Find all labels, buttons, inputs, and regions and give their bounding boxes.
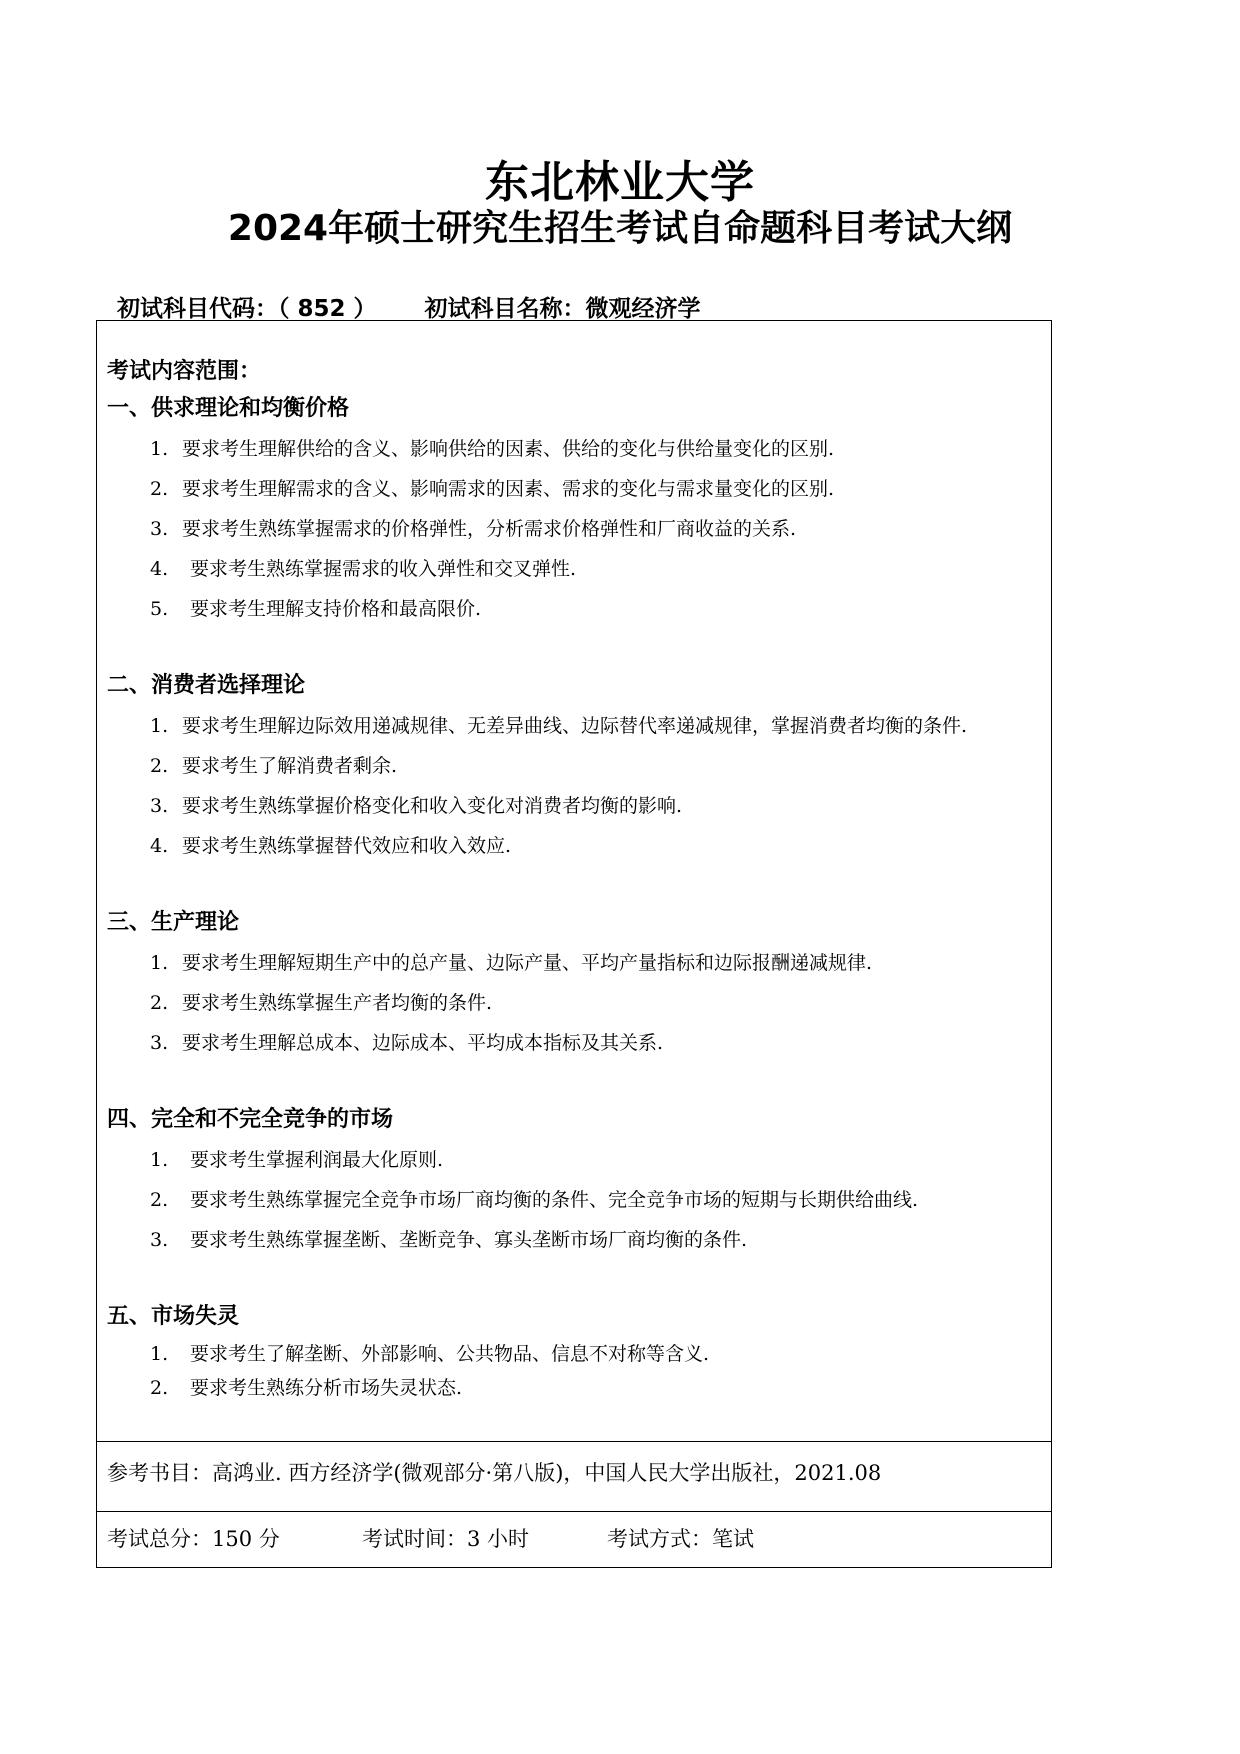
item-text: 要求考生理解边际效用递减规律、无差异曲线、边际替代率递减规律，掌握消费者均衡的条件. xyxy=(182,715,968,737)
reference-books: 参考书目：高鸿业. 西方经济学(微观部分·第八版)，中国人民大学出版社，2021.08 xyxy=(107,1461,882,1485)
item-text: 要求考生理解需求的含义、影响需求的因素、需求的变化与需求量变化的区别. xyxy=(182,478,835,500)
list-item xyxy=(107,1023,1041,1063)
exam-duration: 考试时间：3 小时 xyxy=(362,1527,530,1551)
item-text: 要求考生熟练掌握完全竞争市场厂商均衡的条件、完全竞争市场的短期与长期供给曲线. xyxy=(190,1189,919,1211)
item-number: 1. xyxy=(150,715,169,737)
section-supply-demand xyxy=(107,389,1041,629)
row-divider xyxy=(97,1441,1051,1442)
item-number: 4. xyxy=(150,835,169,857)
section-consumer-choice xyxy=(107,666,1041,866)
list-item xyxy=(107,1180,1041,1220)
item-number: 2. xyxy=(150,992,169,1014)
list-item xyxy=(107,589,1041,629)
item-text: 要求考生熟练掌握需求的价格弹性，分析需求价格弹性和厂商收益的关系. xyxy=(182,518,797,540)
item-number: 1. xyxy=(150,1343,169,1365)
section-title: 二、消费者选择理论 xyxy=(107,673,306,698)
item-number: 3. xyxy=(150,1229,169,1251)
document-subtitle: 2024年硕士研究生招生考试自命题科目考试大纲 xyxy=(227,208,1013,249)
item-number: 5. xyxy=(150,598,169,620)
subject-line xyxy=(117,290,701,323)
university-title: 东北林业大学 xyxy=(485,157,755,208)
item-text: 要求考生熟练分析市场失灵状态. xyxy=(190,1377,463,1399)
item-text: 要求考生熟练掌握需求的收入弹性和交叉弹性. xyxy=(190,558,577,580)
item-number: 2. xyxy=(150,1189,169,1211)
list-item xyxy=(107,706,1041,746)
item-number: 3. xyxy=(150,518,169,540)
list-item xyxy=(107,1371,1041,1405)
list-item xyxy=(107,509,1041,549)
syllabus-table xyxy=(96,320,1052,1568)
item-number: 2. xyxy=(150,1377,169,1399)
item-text: 要求考生熟练掌握垄断、垄断竞争、寡头垄断市场厂商均衡的条件. xyxy=(190,1229,748,1251)
section-title: 四、完全和不完全竞争的市场 xyxy=(107,1107,394,1132)
exam-method: 考试方式：笔试 xyxy=(607,1527,754,1551)
item-text: 要求考生熟练掌握生产者均衡的条件. xyxy=(182,992,493,1014)
item-number: 2. xyxy=(150,755,169,777)
list-item xyxy=(107,983,1041,1023)
list-item xyxy=(107,1220,1041,1260)
item-number: 4. xyxy=(150,558,169,580)
section-market-failure xyxy=(107,1297,1041,1405)
list-item xyxy=(107,826,1041,866)
item-text: 要求考生了解消费者剩余. xyxy=(182,755,398,777)
list-item xyxy=(107,943,1041,983)
item-text: 要求考生掌握利润最大化原则. xyxy=(190,1149,444,1171)
item-text: 要求考生理解供给的含义、影响供给的因素、供给的变化与供给量变化的区别. xyxy=(182,438,835,460)
item-number: 3. xyxy=(150,1032,169,1054)
list-item xyxy=(107,1140,1041,1180)
item-number: 1. xyxy=(150,1149,169,1171)
subject-code: 初试科目代码：（ 852 ） xyxy=(117,296,377,322)
item-text: 要求考生了解垄断、外部影响、公共物品、信息不对称等含义. xyxy=(190,1343,710,1365)
subject-name: 初试科目名称：微观经济学 xyxy=(424,296,701,322)
section-title: 三、生产理论 xyxy=(107,910,240,935)
list-item xyxy=(107,549,1041,589)
item-number: 2. xyxy=(150,478,169,500)
item-number: 1. xyxy=(150,952,169,974)
item-text: 要求考生熟练掌握价格变化和收入变化对消费者均衡的影响. xyxy=(182,795,683,817)
list-item xyxy=(107,469,1041,509)
list-item xyxy=(107,786,1041,826)
item-text: 要求考生理解总成本、边际成本、平均成本指标及其关系. xyxy=(182,1032,664,1054)
scope-heading: 考试内容范围： xyxy=(107,359,262,384)
section-title: 五、市场失灵 xyxy=(107,1304,240,1329)
exam-info-row xyxy=(107,1524,754,1554)
item-number: 1. xyxy=(150,438,169,460)
list-item xyxy=(107,1337,1041,1371)
section-production xyxy=(107,903,1041,1063)
syllabus-content xyxy=(107,355,1041,1405)
section-title: 一、供求理论和均衡价格 xyxy=(107,396,350,421)
list-item xyxy=(107,429,1041,469)
item-text: 要求考生理解支持价格和最高限价. xyxy=(190,598,482,620)
list-item xyxy=(107,746,1041,786)
section-market-competition xyxy=(107,1100,1041,1260)
item-text: 要求考生理解短期生产中的总产量、边际产量、平均产量指标和边际报酬递减规律. xyxy=(182,952,873,974)
total-score: 考试总分：150 分 xyxy=(107,1527,280,1551)
item-text: 要求考生熟练掌握替代效应和收入效应. xyxy=(182,835,512,857)
item-number: 3. xyxy=(150,795,169,817)
row-divider xyxy=(97,1511,1051,1512)
